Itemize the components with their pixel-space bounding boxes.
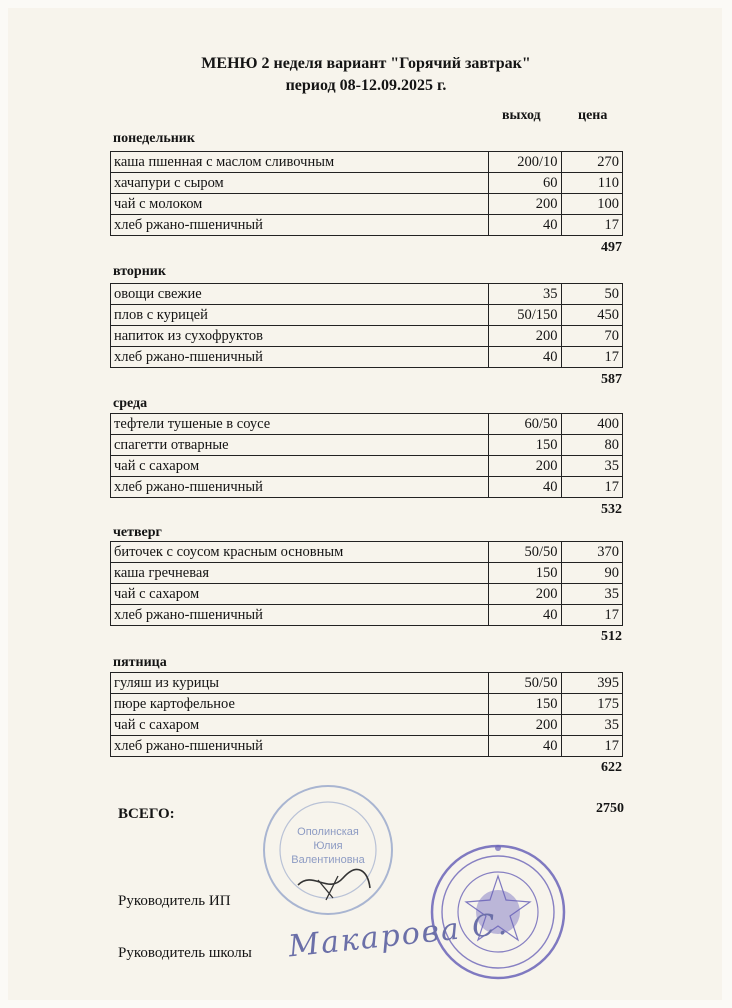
table-row	[111, 326, 623, 347]
dish-price: 80	[561, 435, 623, 456]
dish-name: тефтели тушеные в соусе	[111, 414, 489, 435]
dish-price: 90	[561, 563, 623, 584]
day-label-monday: понедельник	[113, 131, 195, 146]
table-row	[111, 305, 623, 326]
dish-out: 50/150	[488, 305, 561, 326]
table-row	[111, 736, 623, 757]
day-table-monday	[110, 151, 623, 236]
table-row	[111, 477, 623, 498]
day-table-thursday	[110, 541, 623, 626]
dish-name: каша гречневая	[111, 563, 489, 584]
table-row	[111, 215, 623, 236]
dish-name: спагетти отварные	[111, 435, 489, 456]
dish-price: 17	[561, 477, 623, 498]
dish-price: 17	[561, 347, 623, 368]
table-row	[111, 456, 623, 477]
dish-price: 35	[561, 584, 623, 605]
dish-name: каша пшенная с маслом сливочным	[111, 152, 489, 173]
day-table-tuesday	[110, 283, 623, 368]
dish-out: 200	[488, 194, 561, 215]
dish-out: 35	[488, 284, 561, 305]
menu-title: МЕНЮ 2 неделя вариант "Горячий завтрак"	[201, 55, 531, 72]
dish-out: 40	[488, 215, 561, 236]
dish-price: 17	[561, 215, 623, 236]
day-label-wednesday: среда	[113, 396, 148, 411]
dish-name: биточек с соусом красным основным	[111, 542, 489, 563]
dish-out: 200/10	[488, 152, 561, 173]
table-row	[111, 284, 623, 305]
table-row	[111, 542, 623, 563]
dish-name: гуляш из курицы	[111, 673, 489, 694]
dish-price: 400	[561, 414, 623, 435]
dish-name: хачапури с сыром	[111, 173, 489, 194]
dish-out: 150	[488, 563, 561, 584]
dish-out: 50/50	[488, 542, 561, 563]
table-row	[111, 563, 623, 584]
day-total-tuesday: 587	[601, 372, 622, 387]
dish-price: 17	[561, 605, 623, 626]
dish-out: 200	[488, 456, 561, 477]
dish-price: 50	[561, 284, 623, 305]
table-row	[111, 152, 623, 173]
dish-name: хлеб ржано-пшеничный	[111, 215, 489, 236]
dish-out: 40	[488, 477, 561, 498]
dish-out: 60	[488, 173, 561, 194]
dish-out: 200	[488, 584, 561, 605]
table-row	[111, 194, 623, 215]
dish-out: 200	[488, 326, 561, 347]
dish-name: хлеб ржано-пшеничный	[111, 477, 489, 498]
dish-out: 200	[488, 715, 561, 736]
dish-name: хлеб ржано-пшеничный	[111, 736, 489, 757]
dish-out: 60/50	[488, 414, 561, 435]
dish-price: 100	[561, 194, 623, 215]
table-row	[111, 347, 623, 368]
dish-name: хлеб ржано-пшеничный	[111, 605, 489, 626]
dish-name: напиток из сухофруктов	[111, 326, 489, 347]
dish-price: 175	[561, 694, 623, 715]
dish-out: 50/50	[488, 673, 561, 694]
day-total-wednesday: 532	[601, 502, 622, 517]
dish-price: 35	[561, 456, 623, 477]
dish-name: пюре картофельное	[111, 694, 489, 715]
ip-stamp-line1: Ополинская	[297, 826, 359, 838]
day-total-thursday: 512	[601, 629, 622, 644]
dish-name: хлеб ржано-пшеничный	[111, 347, 489, 368]
grand-total-label: ВСЕГО:	[118, 806, 175, 822]
ip-stamp-line2: Юлия	[313, 840, 343, 852]
day-label-thursday: четверг	[113, 525, 162, 540]
dish-out: 150	[488, 694, 561, 715]
dish-out: 40	[488, 605, 561, 626]
dish-out: 150	[488, 435, 561, 456]
table-row	[111, 435, 623, 456]
grand-total-value: 2750	[596, 801, 624, 816]
column-header-price: цена	[578, 108, 608, 123]
day-label-tuesday: вторник	[113, 264, 166, 279]
dish-name: чай с сахаром	[111, 715, 489, 736]
ip-stamp	[258, 780, 398, 920]
dish-name: плов с курицей	[111, 305, 489, 326]
dish-out: 40	[488, 736, 561, 757]
dish-price: 17	[561, 736, 623, 757]
ip-stamp-line3: Валентиновна	[291, 854, 365, 866]
dish-out: 40	[488, 347, 561, 368]
table-row	[111, 414, 623, 435]
table-row	[111, 173, 623, 194]
dish-name: чай с молоком	[111, 194, 489, 215]
signature-label-school: Руководитель школы	[118, 945, 252, 961]
dish-price: 270	[561, 152, 623, 173]
dish-name: чай с сахаром	[111, 584, 489, 605]
dish-name: чай с сахаром	[111, 456, 489, 477]
day-table-wednesday	[110, 413, 623, 498]
day-total-friday: 622	[601, 760, 622, 775]
dish-price: 450	[561, 305, 623, 326]
signature-label-ip: Руководитель ИП	[118, 893, 231, 909]
dish-name: овощи свежие	[111, 284, 489, 305]
dish-price: 70	[561, 326, 623, 347]
table-row	[111, 715, 623, 736]
day-total-monday: 497	[601, 240, 622, 255]
day-table-friday	[110, 672, 623, 757]
menu-period: период 08-12.09.2025 г.	[285, 77, 447, 94]
dish-price: 370	[561, 542, 623, 563]
table-row	[111, 605, 623, 626]
dish-price: 110	[561, 173, 623, 194]
dish-price: 395	[561, 673, 623, 694]
school-signature-handwriting: Макарова С.	[286, 906, 511, 965]
table-row	[111, 584, 623, 605]
day-label-friday: пятница	[113, 655, 167, 670]
column-header-out: выход	[502, 108, 541, 123]
dish-price: 35	[561, 715, 623, 736]
table-row	[111, 694, 623, 715]
table-row	[111, 673, 623, 694]
